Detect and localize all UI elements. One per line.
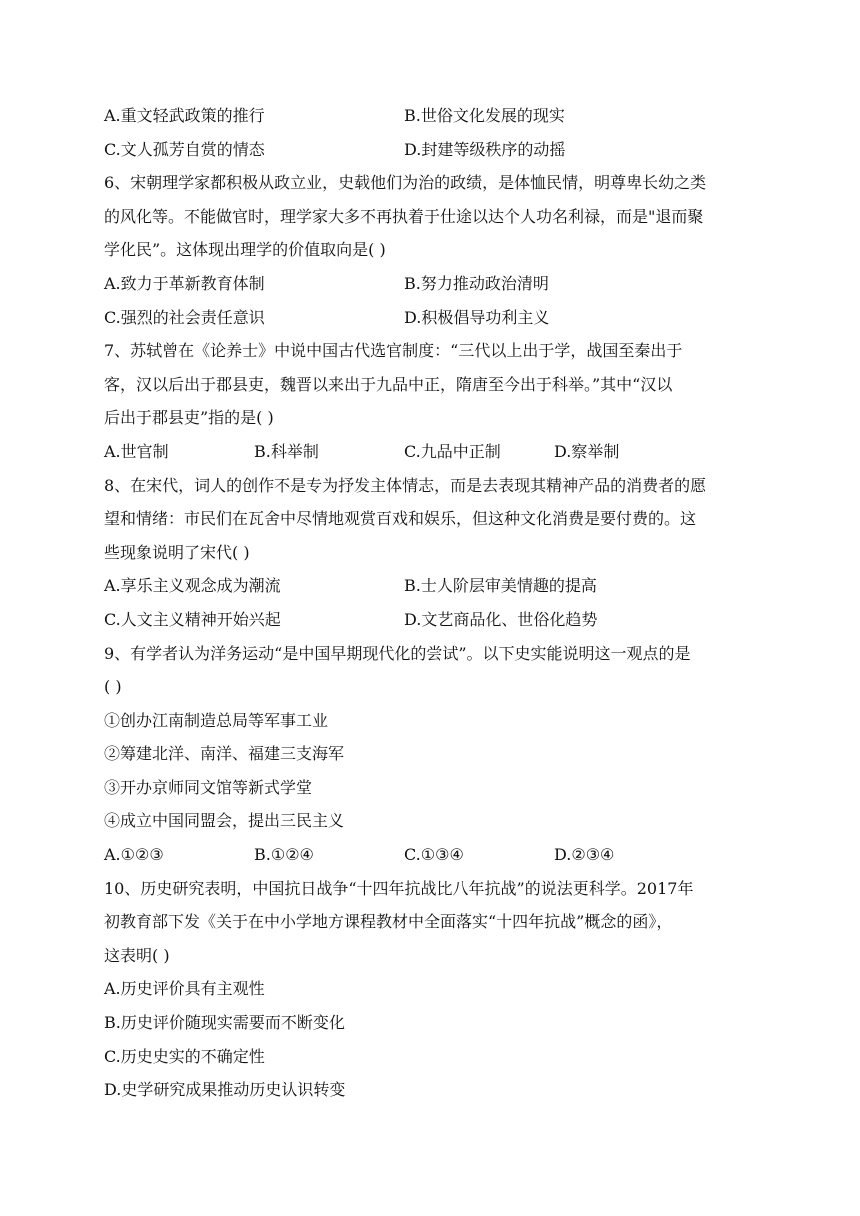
q7-option-d: D.察举制	[554, 441, 620, 461]
q9-option-b: B.①②④	[254, 845, 314, 865]
q9-stem-line: ( )	[104, 677, 122, 697]
q8-option-d: D.文艺商品化、世俗化趋势	[404, 609, 598, 629]
q6-option-a: A.致力于革新教育体制	[104, 273, 265, 293]
q8-stem-line: 望和情绪：市民们在瓦舍中尽情地观赏百戏和娱乐，但这种文化消费是要付费的。这	[104, 509, 697, 529]
q10-option-c: C.历史史实的不确定性	[104, 1046, 265, 1066]
q10-option-a: A.历史评价具有主观性	[104, 979, 265, 999]
q9-option-d: D.②③④	[554, 845, 615, 865]
q6-stem	[104, 166, 760, 267]
q9-options-row	[104, 838, 760, 872]
q10-stem-line: 10、历史研究表明，中国抗日战争“十四年抗战比八年抗战”的说法更科学。2017年	[104, 878, 694, 898]
q6-option-b: B.努力推动政治清明	[404, 273, 549, 293]
q7-stem	[104, 334, 760, 435]
q8-stem	[104, 469, 760, 570]
q5-option-d: D.封建等级秩序的动摇	[404, 139, 566, 159]
q10-stem-line: 初教育部下发《关于在中小学地方课程教材中全面落实“十四年抗战”概念的函》，	[104, 912, 673, 932]
q7-stem-line: 客，汉以后出于郡县吏，魏晋以来出于九品中正，隋唐至今出于科举。”其中“汉以	[104, 374, 673, 394]
q9-item-4: ④成立中国同盟会，提出三民主义	[104, 811, 345, 831]
q6-options-row-2	[104, 301, 760, 335]
q7-stem-line: 7、苏轼曾在《论养士》中说中国古代选官制度：“三代以上出于学，战国至秦出于	[104, 341, 683, 361]
q7-option-b: B.科举制	[254, 441, 319, 461]
q5-options-row-2	[104, 133, 760, 167]
q10-option-d: D.史学研究成果推动历史认识转变	[104, 1080, 346, 1100]
q9-option-a: A.①②③	[104, 845, 164, 865]
q8-stem-line: 些现象说明了宋代( )	[104, 542, 250, 562]
q7-stem-line: 后出于郡县吏”指的是( )	[104, 408, 274, 428]
q8-stem-line: 8、在宋代，词人的创作不是专为抒发主体情志，而是去表现其精神产品的消费者的愿	[104, 475, 707, 495]
q6-options-row-1	[104, 267, 760, 301]
q9-stem	[104, 637, 760, 704]
q8-option-a: A.享乐主义观念成为潮流	[104, 576, 281, 596]
q6-stem-line: 的风化等。不能做官时，理学家大多不再执着于仕途以达个人功名利禄，而是"退而聚	[104, 206, 704, 226]
q8-option-b: B.士人阶层审美情趣的提高	[404, 576, 597, 596]
q9-stem-line: 9、有学者认为洋务运动“是中国早期现代化的尝试”。以下史实能说明这一观点的是	[104, 643, 691, 663]
q10-stem-line: 这表明( )	[104, 945, 170, 965]
q6-option-d: D.积极倡导功利主义	[404, 307, 550, 327]
q5-option-b: B.世俗文化发展的现实	[404, 106, 565, 125]
q10-option-b: B.历史评价随现实需要而不断变化	[104, 1013, 345, 1033]
q9-item-3: ③开办京师同文馆等新式学堂	[104, 777, 313, 797]
q7-option-a: A.世官制	[104, 441, 169, 461]
q5-options-row-1	[104, 99, 760, 133]
q8-options-row-2	[104, 603, 760, 637]
q9-option-c: C.①③④	[404, 845, 464, 865]
q6-stem-line: 6、宋朝理学家都积极从政立业，史载他们为治的政绩，是体恤民情，明尊卑长幼之类	[104, 173, 707, 193]
q7-option-c: C.九品中正制	[404, 441, 501, 461]
q9-item-2: ②筹建北洋、南洋、福建三支海军	[104, 744, 345, 764]
q8-options-row-1	[104, 569, 760, 603]
q6-stem-line: 学化民”。这体现出理学的价值取向是( )	[104, 240, 386, 260]
q10-stem	[104, 872, 760, 973]
q7-options-row	[104, 435, 760, 469]
q5-option-a: A.重文轻武政策的推行	[104, 106, 265, 125]
q6-option-c: C.强烈的社会责任意识	[104, 307, 265, 327]
q8-option-c: C.人文主义精神开始兴起	[104, 609, 281, 629]
q5-option-c: C.文人孤芳自赏的情态	[104, 139, 265, 159]
q9-item-1: ①创办江南制造总局等军事工业	[104, 710, 329, 730]
